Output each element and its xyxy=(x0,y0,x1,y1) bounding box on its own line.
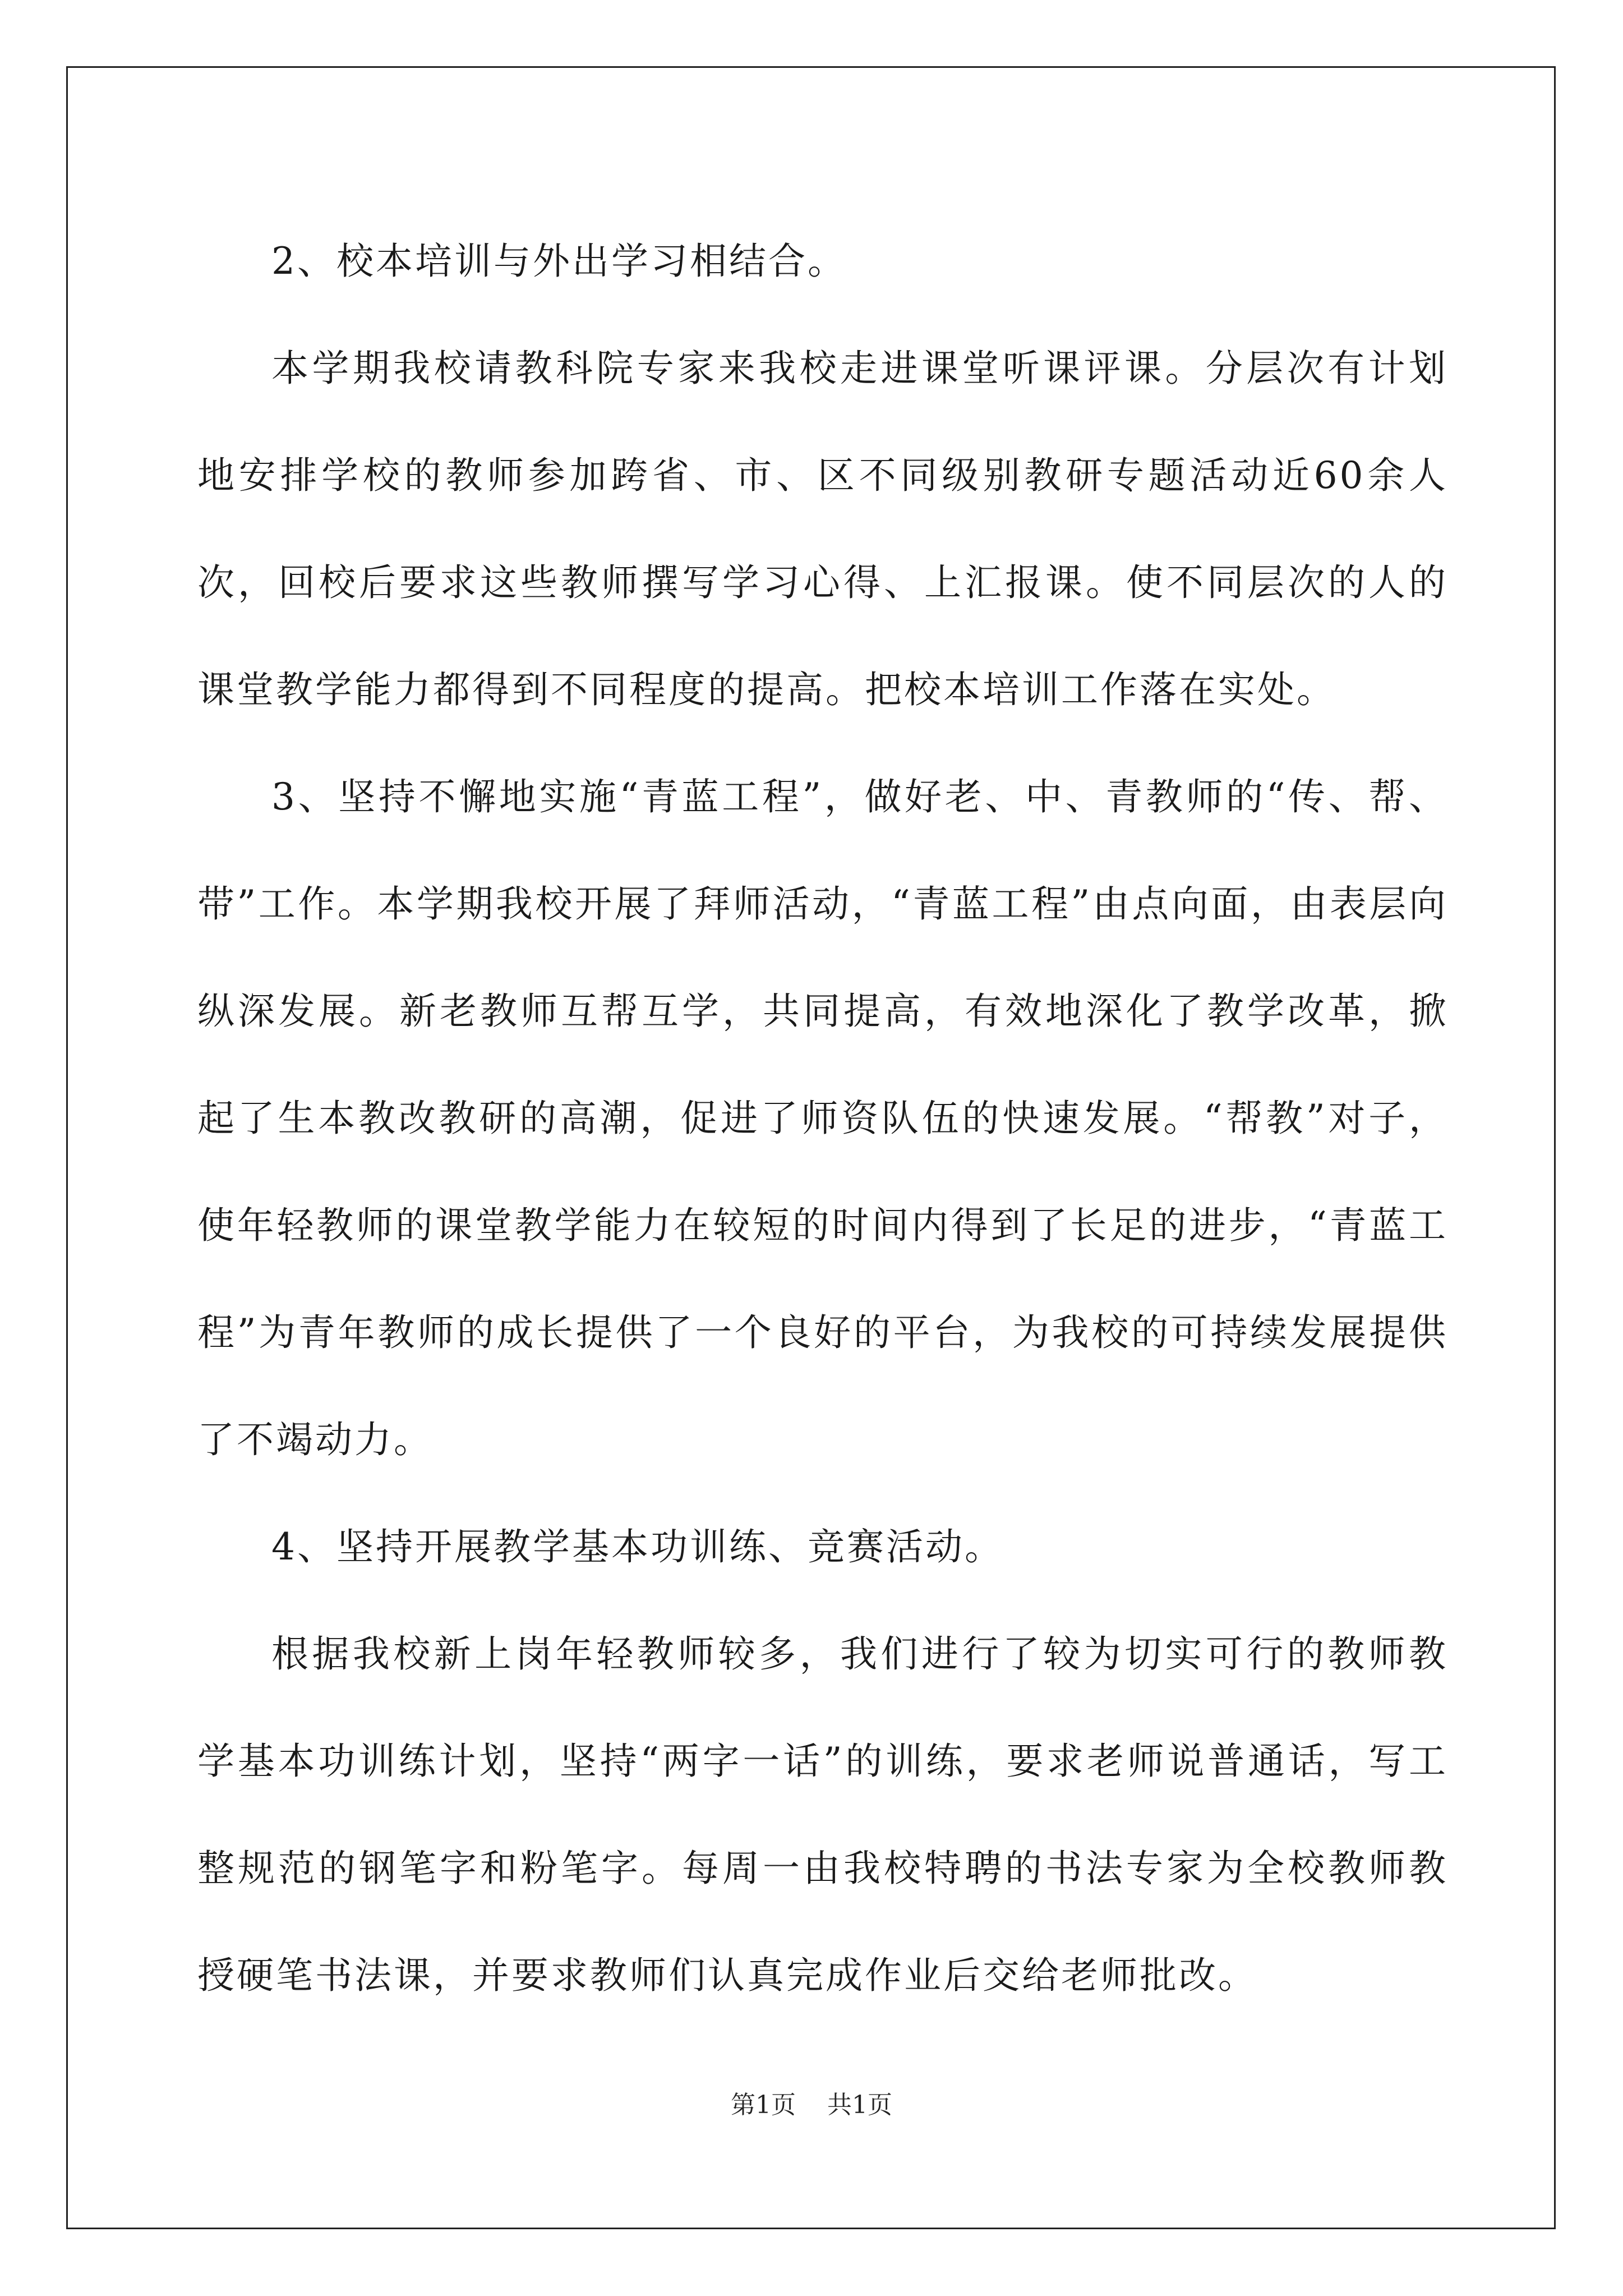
page-footer xyxy=(0,2085,1623,2120)
document-body xyxy=(197,208,1448,2029)
paragraph: 2、校本培训与外出学习相结合。 xyxy=(271,240,847,283)
paragraph: 根据我校新上岗年轻教师较多，我们进行了较为切实可行的教师教学基本功训练计划，坚持“两字一话”的训练，要求老师说普通话，写工整规范的钢笔字和粉笔字。每周一由我校特聘的书法专家为全校教师教授硬笔书法课，并要求教师们认真完成作业后交给老师批改。 xyxy=(197,1632,1448,1997)
page-total: 共1页 xyxy=(827,2091,892,2119)
paragraph: 4、坚持开展教学基本功训练、竞赛活动。 xyxy=(271,1525,1004,1568)
paragraph: 3、坚持不懈地实施“青蓝工程”，做好老、中、青教师的“传、帮、带”工作。本学期我校开展了拜师活动，“青蓝工程”由点向面，由表层向纵深发展。新老教师互帮互学，共同提高，有效地深化了教学改革，掀起了生本教改教研的高潮，促进了师资队伍的快速发展。“帮教”对子，使年轻教师的课堂教学能力在较短的时间内得到了长足的进步，“青蓝工程”为青年教师的成长提供了一个良好的平台，为我校的可持续发展提供了不竭动力。 xyxy=(197,775,1448,1461)
paragraph: 本学期我校请教科院专家来我校走进课堂听课评课。分层次有计划地安排学校的教师参加跨省、市、区不同级别教研专题活动近60余人次，回校后要求这些教师撰写学习心得、上汇报课。使不同层次的人的课堂教学能力都得到不同程度的提高。把校本培训工作落在实处。 xyxy=(197,347,1448,711)
page-number: 第1页 xyxy=(731,2091,796,2119)
